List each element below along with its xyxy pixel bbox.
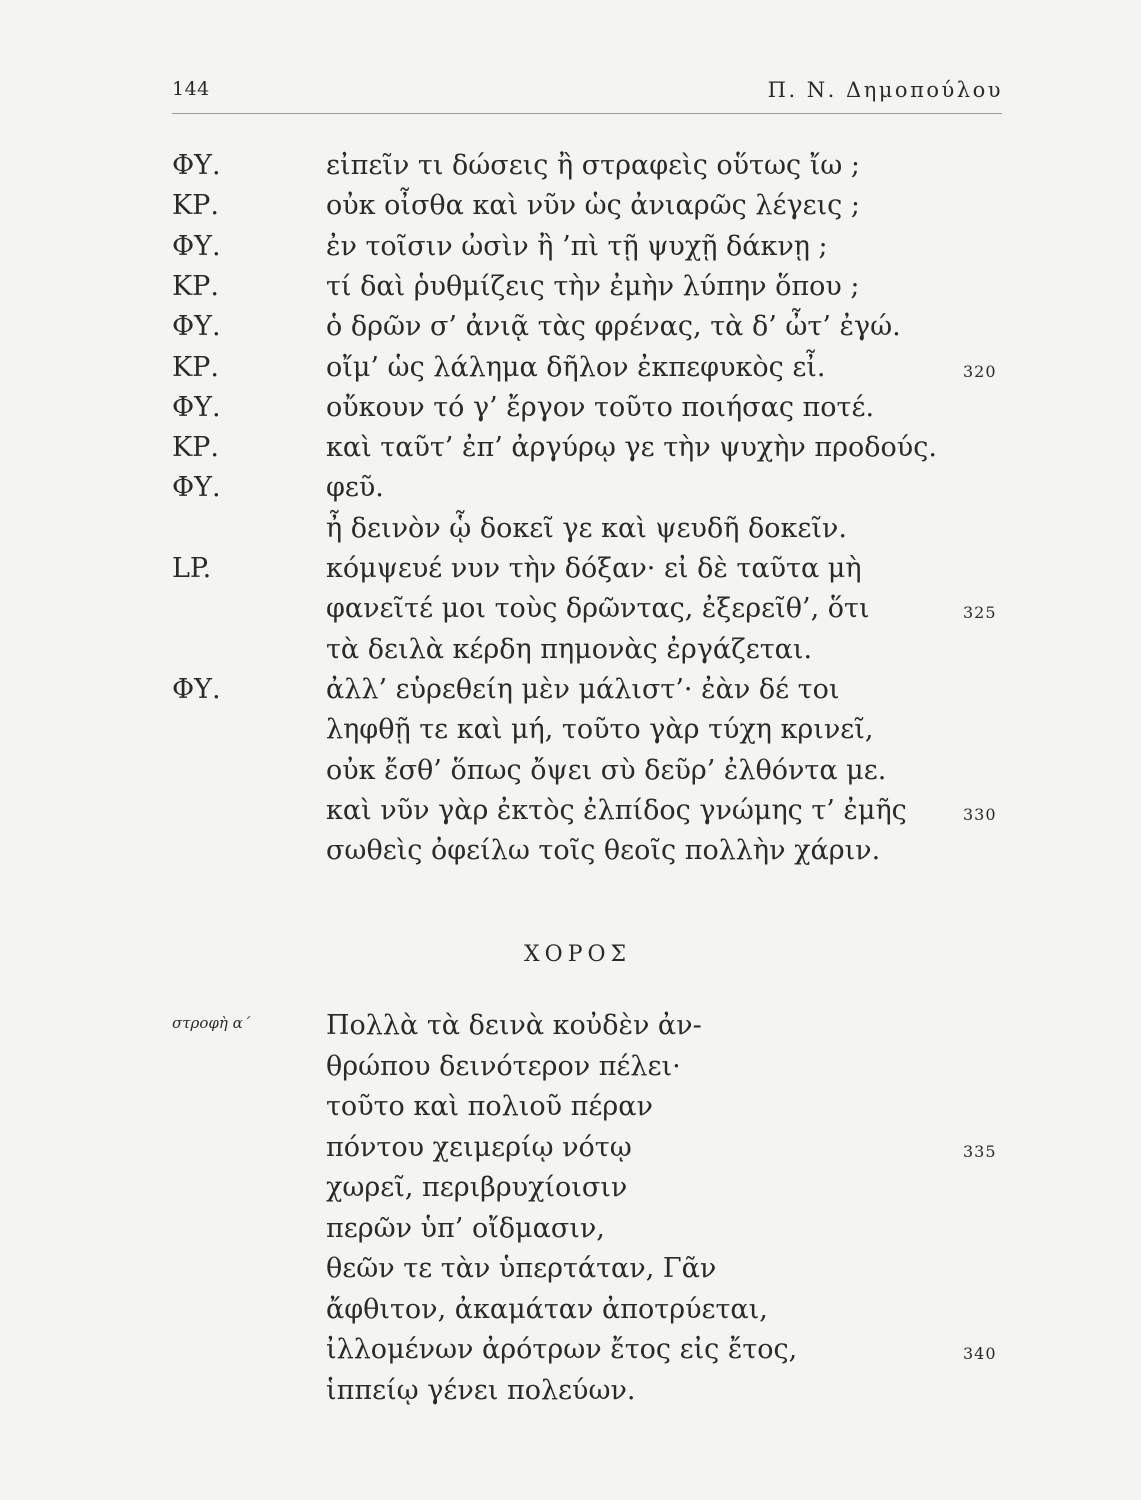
running-head: Π. Ν. Δημοπούλου	[767, 78, 1003, 102]
verse-text: περῶν ὑπ’ οἴδμασιν,	[326, 1212, 605, 1244]
chorus-verse-line	[0, 1091, 1141, 1131]
verse-text: σωθεὶς ὀφείλω τοῖς θεοῖς πολλὴν χάριν.	[326, 835, 881, 867]
speaker-label: LP.	[172, 553, 212, 584]
speaker-label: ΦΥ.	[172, 673, 221, 705]
verse-text: πόντου χειμερίῳ νότῳ	[326, 1131, 632, 1163]
verse-line	[0, 714, 1141, 754]
verse-text: φεῦ.	[326, 472, 384, 504]
verse-text: τοῦτο καὶ πολιοῦ πέραν	[326, 1091, 653, 1122]
verse-text: οἴμ’ ὡς λάλημα δῆλον ἐκπεφυκὸς εἶ.	[326, 351, 826, 383]
line-number: 330	[963, 804, 997, 824]
verse-text: ἀλλ’ εὑρεθείη μὲν μάλιστ’· ἐὰν δέ τοι	[326, 673, 840, 705]
speaker-label: ΦΥ.	[172, 311, 221, 343]
verse-line	[0, 513, 1141, 553]
verse-text: εἰπεῖν τι δώσεις ἢ στραφεὶς οὕτως ἴω ;	[326, 150, 861, 181]
verse-line	[0, 352, 1141, 392]
chorus-title: ΧΟΡΟΣ	[524, 942, 632, 967]
line-number: 340	[963, 1344, 997, 1363]
line-number: 325	[963, 603, 997, 623]
verse-line	[0, 593, 1141, 633]
verse-text: θεῶν τε τὰν ὑπερτάταν, Γᾶν	[326, 1253, 717, 1284]
chorus-verse-line	[0, 1051, 1141, 1091]
chorus-verse-line	[0, 1213, 1141, 1253]
verse-line	[0, 835, 1141, 875]
speaker-label: ΦΥ.	[172, 230, 221, 262]
chorus-verse-line	[0, 1010, 1141, 1050]
verse-text: ἱππείῳ γένει πολεύων.	[326, 1374, 636, 1406]
line-number: 320	[963, 361, 997, 381]
header-rule	[172, 113, 1002, 114]
verse-text: ἐν τοῖσιν ὠσὶν ἢ ’πὶ τῇ ψυχῇ δάκνῃ ;	[326, 230, 828, 262]
verse-text: οὐκ ἔσθ’ ὅπως ὄψει σὺ δεῦρ’ ἐλθόντα με.	[326, 754, 887, 786]
verse-text: χωρεῖ, περιβρυχίοισιν	[326, 1172, 628, 1203]
strophe-label: στροφὴ α΄	[172, 1014, 251, 1032]
verse-line	[0, 392, 1141, 432]
speaker-label: ΚΡ.	[172, 190, 219, 222]
chorus-verse-line	[0, 1172, 1141, 1212]
chorus-verse-line	[0, 1334, 1141, 1374]
verse-text: καὶ νῦν γὰρ ἐκτὸς ἐλπίδος γνώμης τ’ ἐμῆς	[326, 794, 907, 826]
verse-text: τὰ δειλὰ κέρδη πημονὰς ἐργάζεται.	[326, 633, 813, 665]
verse-text: ἄφθιτον, ἀκαμάταν ἀποτρύεται,	[326, 1293, 768, 1325]
verse-line	[0, 472, 1141, 512]
speaker-label: ΦΥ.	[172, 472, 221, 504]
verse-text: ἰλλομένων ἀρότρων ἔτος εἰς ἔτος,	[326, 1334, 798, 1365]
chorus-verse-line	[0, 1375, 1141, 1415]
verse-line	[0, 190, 1141, 230]
verse-line	[0, 150, 1141, 190]
verse-text: καὶ ταῦτ’ ἐπ’ ἀργύρῳ γε τὴν ψυχὴν προδούς.	[326, 432, 937, 464]
speaker-label: ΚΡ.	[172, 432, 219, 464]
chorus-verse-line	[0, 1253, 1141, 1293]
verse-line	[0, 634, 1141, 674]
verse-line	[0, 231, 1141, 271]
verse-text: ληφθῇ τε καὶ μή, τοῦτο γὰρ τύχη κρινεῖ,	[326, 714, 874, 746]
chorus-verse-line	[0, 1294, 1141, 1334]
verse-line	[0, 271, 1141, 311]
verse-line	[0, 432, 1141, 472]
verse-text: φανεῖτέ μοι τοὺς δρῶντας, ἐξερεῖθ’, ὅτι	[326, 593, 870, 625]
verse-line	[0, 755, 1141, 795]
speaker-label: ΚΡ.	[172, 351, 219, 383]
verse-text: κόμψευέ νυν τὴν δόξαν· εἰ δὲ ταῦτα μὴ	[326, 553, 862, 584]
chorus-verse-line	[0, 1132, 1141, 1172]
verse-text: Πολλὰ τὰ δεινὰ κοὐδὲν ἀν-	[326, 1010, 702, 1041]
speaker-label: ΚΡ.	[172, 270, 219, 302]
speaker-label: ΦΥ.	[172, 150, 221, 181]
verse-text: τί δαὶ ῥυθμίζεις τὴν ἐμὴν λύπην ὅπου ;	[326, 270, 860, 302]
verse-line	[0, 311, 1141, 351]
verse-text: οὔκουν τό γ’ ἔργον τοῦτο ποιήσας ποτέ.	[326, 391, 875, 423]
page-number: 144	[172, 78, 210, 100]
verse-text: ὁ δρῶν σ’ ἀνιᾷ τὰς φρένας, τὰ δ’ ὦτ’ ἐγώ.	[326, 311, 901, 343]
speaker-label: ΦΥ.	[172, 391, 221, 423]
verse-line	[0, 553, 1141, 593]
verse-text: θρώπου δεινότερον πέλει·	[326, 1050, 681, 1082]
verse-line	[0, 795, 1141, 835]
verse-text: οὐκ οἶσθα καὶ νῦν ὡς ἀνιαρῶς λέγεις ;	[326, 190, 860, 222]
verse-line	[0, 674, 1141, 714]
line-number: 335	[963, 1141, 997, 1161]
verse-text: ἦ δεινὸν ᾧ δοκεῖ γε καὶ ψευδῆ δοκεῖν.	[326, 512, 847, 544]
